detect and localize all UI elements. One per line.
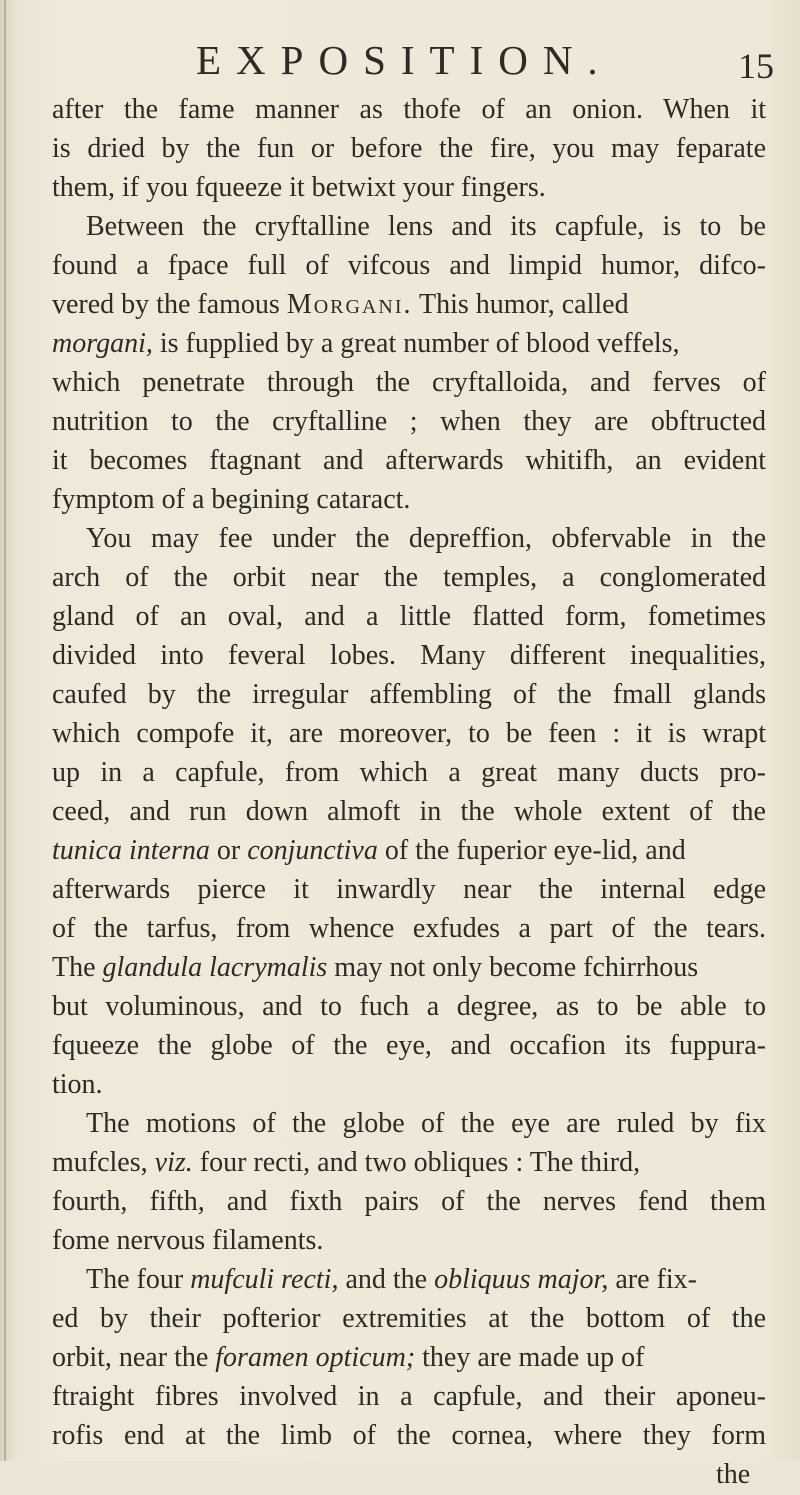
text-line: fymptom of a begining cataract. (52, 484, 411, 515)
text-span: of the fuperior eye-lid, and (377, 835, 686, 866)
italic-term: mufculi recti, (190, 1264, 339, 1295)
text-line: of the tarfus, from whence exfudes a part of the tears. (52, 913, 766, 944)
text-span: are fix- (608, 1264, 697, 1295)
text-line (52, 285, 766, 325)
text-line: fqueeze the globe of the eye, and occafion its fuppura- (52, 1030, 766, 1061)
text-line: found a fpace full of vifcous and limpid humor, difco- (52, 250, 766, 281)
running-head: EXPOSITION. (196, 37, 613, 83)
text-span: This humor, called (412, 289, 629, 320)
italic-term: foramen opticum; (215, 1342, 416, 1373)
text-line (86, 1260, 766, 1300)
binding-gutter (4, 0, 6, 1461)
text-line (52, 1338, 766, 1378)
text-span: is fupplied by a great number of blood veffels, (152, 328, 680, 359)
text-line: afterwards pierce it inwardly near the internal edge (52, 874, 766, 905)
text-line: arch of the orbit near the temples, a conglomerated (52, 562, 766, 593)
text-span: may not only become fchirrhous (327, 952, 699, 983)
italic-term: morgani, (52, 328, 153, 359)
text-line: ed by their pofterior extremities at the bottom of the (52, 1303, 766, 1334)
text-line: nutrition to the cryftalline ; when they are obftructed (52, 406, 766, 437)
italic-term: viz. (154, 1147, 193, 1178)
text-line: rofis end at the limb of the cornea, where they form (52, 1420, 766, 1451)
italic-term: glandula lacrymalis (102, 952, 328, 983)
text-line: fourth, fifth, and fixth pairs of the nerves fend them (52, 1186, 766, 1217)
text-span: they are made up of (415, 1342, 645, 1373)
text-line: The motions of the globe of the eye are ruled by fix (86, 1108, 766, 1139)
text-span: and the (338, 1264, 435, 1295)
text-line (52, 948, 766, 988)
text-span: four recti, and two obliques : The third, (192, 1147, 641, 1178)
text-line: ftraight fibres involved in a capfule, and their aponeu- (52, 1381, 766, 1412)
text-line: ceed, and run down almoft in the whole extent of the (52, 796, 766, 827)
text-span: vered by the famous (52, 289, 287, 320)
italic-term: tunica interna (52, 835, 210, 866)
text-span: The (52, 952, 103, 983)
italic-term: conjunctiva (247, 835, 378, 866)
text-line: but voluminous, and to fuch a degree, as to be able to (52, 991, 766, 1022)
text-span: or (209, 835, 248, 866)
text-line: which compofe it, are moreover, to be feen : it is wrapt (52, 718, 766, 749)
text-span: mufcles, (52, 1147, 155, 1178)
text-line: divided into feveral lobes. Many different inequalities, (52, 640, 766, 671)
text-line: up in a capfule, from which a great many ducts pro- (52, 757, 766, 788)
italic-term: obliquus major, (434, 1264, 609, 1295)
page-header (0, 32, 800, 88)
text-line: gland of an oval, and a little flatted form, fometimes (52, 601, 766, 632)
text-span: The four (86, 1264, 191, 1295)
proper-name: Morgani. (286, 289, 413, 320)
text-line: fome nervous filaments. (52, 1225, 324, 1256)
text-line: which penetrate through the cryftalloida, and ferves of (52, 367, 766, 398)
text-line: You may fee under the depreffion, obfervable in the (86, 523, 766, 554)
text-line (52, 1143, 766, 1183)
text-line: after the fame manner as thofe of an onion. When it (52, 94, 766, 125)
text-line: tion. (52, 1069, 103, 1100)
text-line (52, 324, 766, 364)
text-line: is dried by the fun or before the fire, you may feparate (52, 133, 766, 164)
text-line (52, 831, 766, 871)
text-line: Between the cryftalline lens and its capfule, is to be (86, 211, 766, 242)
text-line: them, if you fqueeze it betwixt your fingers. (52, 172, 546, 203)
text-line: it becomes ftagnant and afterwards whitifh, an evident (52, 445, 766, 476)
text-span: orbit, near the (52, 1342, 216, 1373)
page-number: 15 (738, 46, 774, 86)
catchword: the (716, 1459, 751, 1490)
text-line: caufed by the irregular affembling of the fmall glands (52, 679, 766, 710)
